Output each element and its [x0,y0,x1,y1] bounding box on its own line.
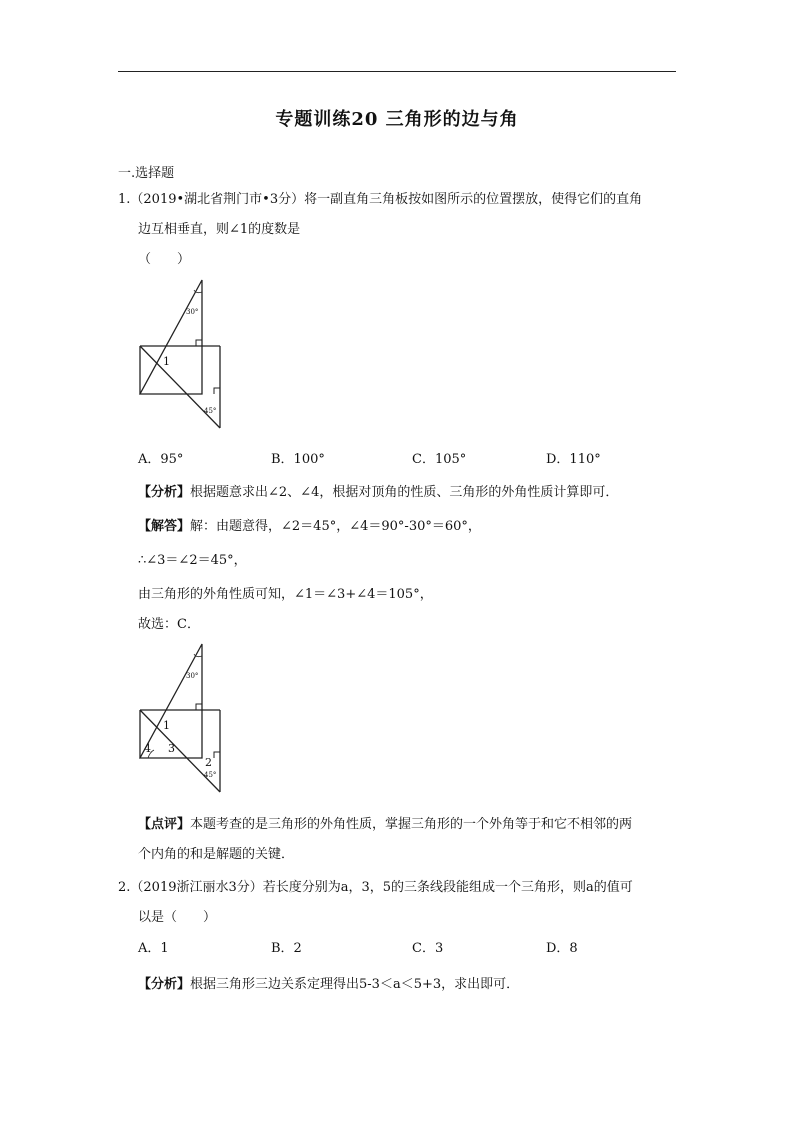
q1-solution [138,515,481,534]
q1-option-c[interactable]: C．105° [412,452,467,467]
q1-text-line2: 边互相垂直，则∠1的度数是 [138,222,301,237]
q1-text-line1: 1.（2019•湖北省荆门市•3分）将一副直角三角板按如图所示的位置摆放，使得它们的直角 [118,192,643,207]
q1-comment-tag: 【点评】 [138,817,191,832]
q1-option-b[interactable]: B．100° [271,452,325,467]
q1-figure [132,276,232,432]
q2-option-a[interactable]: A．1 [138,941,169,956]
q2-option-c[interactable]: C．3 [412,941,444,956]
fig2-label-2: 2 [205,756,212,769]
q1-analysis-tag: 【分析】 [138,485,191,500]
fig2-label-4: 4 [144,742,151,755]
q1-solution-line1: 解：由题意得，∠2＝45°，∠4＝90°-30°＝60°， [190,519,481,534]
q1-option-d[interactable]: D．110° [546,452,601,467]
q1-solution-line2: ∴∠3＝∠2＝45°， [138,553,247,568]
q2-option-d[interactable]: D．8 [546,941,578,956]
q2-analysis-text: 根据三角形三边关系定理得出5-3＜a＜5+3，求出即可． [190,977,520,992]
fig1-label-30: 30° [186,308,199,316]
q2-analysis-tag: 【分析】 [138,977,191,992]
q2-text-line1: 2.（2019浙江丽水3分）若长度分别为a，3，5的三条线段能组成一个三角形，则a的值可 [118,880,633,895]
header-rule [118,71,676,72]
page-title: 专题训练20 三角形的边与角 [275,109,519,130]
fig2-label-45: 45° [204,771,217,779]
fig2-label-1: 1 [163,719,170,732]
q1-solution-line4: 故选：C． [138,617,200,632]
q2-option-b[interactable]: B．2 [271,941,302,956]
q1-solution-line3: 由三角形的外角性质可知，∠1＝∠3+∠4＝105°， [138,587,433,602]
q1-analysis-text: 根据题意求出∠2、∠4，根据对顶角的性质、三角形的外角性质计算即可． [190,485,619,500]
q1-analysis [138,481,618,500]
fig1-label-45: 45° [204,407,217,415]
fig1-label-1: 1 [163,355,170,368]
q1-solution-tag: 【解答】 [138,519,191,534]
fig2-label-30: 30° [186,672,199,680]
section-heading: 一.选择题 [118,166,175,181]
q1-comment [138,813,632,832]
q2-analysis [138,973,519,992]
q1-comment-line2: 个内角的和是解题的关键． [138,847,295,862]
q1-solution-figure [132,640,232,796]
q1-comment-line1: 本题考查的是三角形的外角性质，掌握三角形的一个外角等于和它不相邻的两 [190,817,633,832]
hypotenuse-45 [140,346,220,428]
q2-text-line2: 以是（ ） [138,910,217,925]
q1-answer-paren: （ ） [138,252,191,267]
q1-option-a[interactable]: A．95° [138,452,184,467]
fig2-label-3: 3 [168,742,175,755]
